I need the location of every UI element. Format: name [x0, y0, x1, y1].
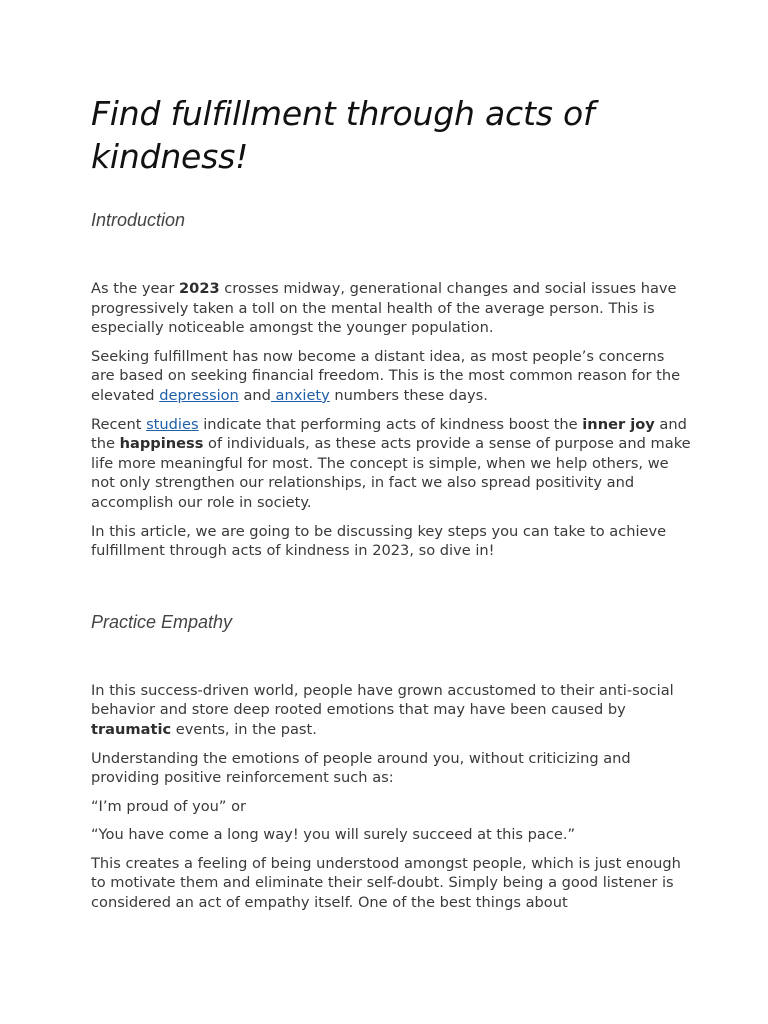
- intro-paragraph-3: [91, 415, 691, 513]
- article-title: Find fulfillment through acts of kindness!: [91, 94, 595, 176]
- bold-traumatic: traumatic: [91, 720, 172, 738]
- empathy-paragraph-2: Understanding the emotions of people around you, without criticizing and providing positive reinforcement such as:: [91, 749, 631, 787]
- bold-inner-joy: inner joy: [582, 415, 655, 433]
- empathy-quote-2: “You have come a long way! you will surely succeed at this pace.”: [91, 826, 576, 844]
- text-span: of individuals, as these acts provide a sense of purpose and make life more meaningful for most. The concept is simple, when we help others, we not only strengthen our relationships, in fact we also spread positivity and accomplish our role in society.: [91, 435, 691, 511]
- intro-paragraph-1: [91, 279, 691, 338]
- depression-link[interactable]: depression: [159, 386, 239, 404]
- text-span: events, in the past.: [171, 720, 317, 738]
- text-span: Seeking fulfillment has now become a distant idea, as most people’s concerns are based on seeking financial freedom. This is the most common reason for the elevated: [91, 347, 681, 404]
- text-span: indicate that performing acts of kindness boost the: [198, 415, 583, 433]
- section-heading-introduction: Introduction: [91, 210, 186, 230]
- empathy-paragraph-1: [91, 681, 691, 740]
- text-span: In this success-driven world, people have grown accustomed to their anti-social behavior and store deep rooted emotions that may have been caused by: [91, 681, 674, 719]
- empathy-quote-1: “I’m proud of you” or: [91, 797, 247, 815]
- text-span: numbers these days.: [329, 386, 488, 404]
- section-heading-practice-empathy: Practice Empathy: [91, 611, 233, 632]
- bold-year: 2023: [179, 280, 220, 297]
- text-span: and: [238, 386, 271, 404]
- bold-happiness: happiness: [119, 435, 204, 453]
- text-span: crosses midway, generational changes and social issues have progressively taken a toll on the mental health of the average person. This is especially noticeable amongst the younger population.: [91, 280, 677, 337]
- text-span: As the year: [91, 280, 180, 297]
- intro-paragraph-4: In this article, we are going to be discussing key steps you can take to achieve fulfillment through acts of kindness in 2023, so dive in!: [91, 522, 667, 560]
- article: [91, 92, 691, 922]
- text-span: Recent: [91, 415, 147, 433]
- anxiety-link[interactable]: anxiety: [270, 386, 330, 404]
- empathy-paragraph-3: This creates a feeling of being understood amongst people, which is just enough to motivate them and eliminate their self-doubt. Simply being a good listener is considered an act of empathy itself. One of the best things about: [91, 854, 681, 912]
- studies-link[interactable]: studies: [146, 415, 199, 433]
- intro-paragraph-2: [91, 347, 691, 406]
- text-span: and the: [91, 415, 687, 453]
